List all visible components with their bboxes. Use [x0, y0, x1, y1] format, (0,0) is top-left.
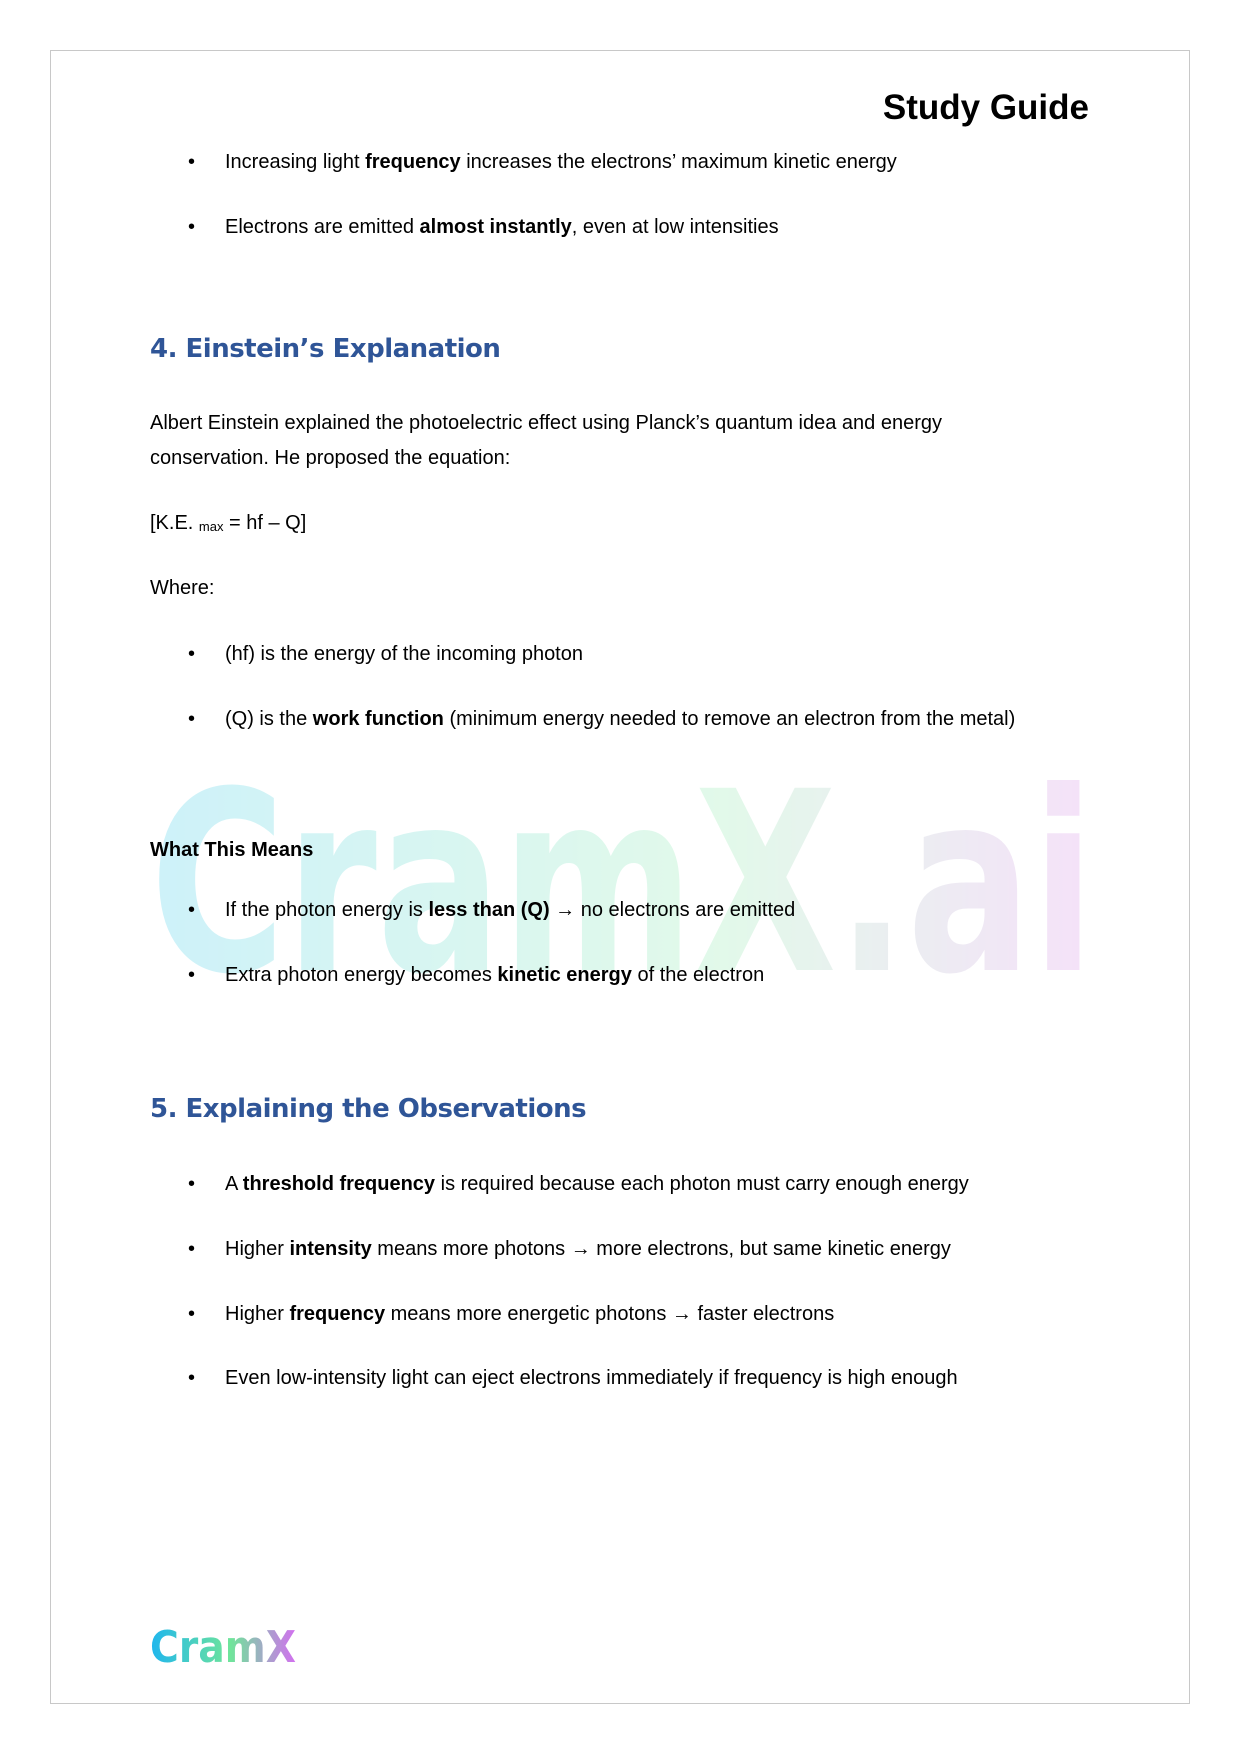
bullet-icon: • [188, 1173, 196, 1195]
bullet-text [225, 152, 897, 172]
bold-text: threshold frequency [242, 1173, 436, 1195]
text: Higher [225, 1303, 290, 1325]
text: is required because each photon must carry enough energy [435, 1173, 969, 1195]
bullet-icon: • [188, 216, 196, 238]
text: → no electrons are emitted [549, 899, 796, 921]
text: Even low-intensity light can eject electrons immediately if frequency is high enough [225, 1367, 958, 1389]
cramx-logo [150, 1622, 297, 1673]
bold-text: almost instantly [419, 216, 572, 238]
text: means more photons → more electrons, but same kinetic energy [371, 1238, 951, 1260]
bullet-icon: • [188, 151, 196, 173]
bold-text: frequency [365, 151, 461, 173]
bold-text: work function [312, 708, 444, 730]
bullet-icon: • [188, 964, 196, 986]
bullet-text [225, 709, 1015, 729]
svg-text:CramX: CramX [150, 1622, 297, 1673]
section-heading: 4. Einstein’s Explanation [150, 334, 501, 364]
paragraph-line: Albert Einstein explained the photoelectric effect using Planck’s quantum idea and energy [150, 412, 942, 434]
text: (hf) is the energy of the incoming photon [225, 643, 583, 665]
bold-text: less than (Q) [428, 899, 550, 921]
text: A [225, 1173, 243, 1195]
bullet-text [225, 217, 779, 237]
bullet-icon: • [188, 1238, 196, 1260]
text: Extra photon energy becomes [225, 964, 498, 986]
text: (minimum energy needed to remove an electron from the metal) [443, 708, 1016, 730]
bullet-icon: • [188, 643, 196, 665]
text: , even at low intensities [571, 216, 779, 238]
section-heading: 5. Explaining the Observations [150, 1094, 587, 1124]
subheading: What This Means [150, 839, 314, 861]
bold-text: intensity [289, 1238, 372, 1260]
text: Higher [225, 1238, 290, 1260]
paragraph-line: conservation. He proposed the equation: [150, 447, 511, 469]
text: Increasing light [225, 151, 366, 173]
eq-subscript: max [198, 519, 224, 534]
text: of the electron [631, 964, 765, 986]
bullet-text [225, 1304, 834, 1324]
bullet-text [225, 1239, 951, 1259]
text: (Q) is the [225, 708, 313, 730]
bold-text: kinetic energy [497, 964, 632, 986]
bullet-text [225, 900, 795, 920]
eq: = hf – Q] [223, 512, 307, 534]
bullet-icon: • [188, 1303, 196, 1325]
page-border [50, 50, 1190, 1704]
text: means more energetic photons → faster electrons [385, 1303, 835, 1325]
bullet-icon: • [188, 899, 196, 921]
text: increases the electrons’ maximum kinetic energy [460, 151, 897, 173]
page-title: Study Guide [882, 88, 1089, 127]
text: If the photon energy is [225, 899, 429, 921]
bullet-icon: • [188, 708, 196, 730]
where-label: Where: [150, 577, 215, 599]
bullet-text [225, 644, 583, 664]
bold-text: frequency [289, 1303, 386, 1325]
bullet-text [225, 1368, 958, 1388]
text: Electrons are emitted [225, 216, 420, 238]
bullet-icon: • [188, 1367, 196, 1389]
svg-text:CramX.ai: CramX.ai [150, 738, 1095, 1029]
eq: [K.E. [150, 512, 199, 534]
bullet-text [225, 1174, 969, 1194]
equation [150, 513, 306, 533]
bullet-text [225, 965, 764, 985]
